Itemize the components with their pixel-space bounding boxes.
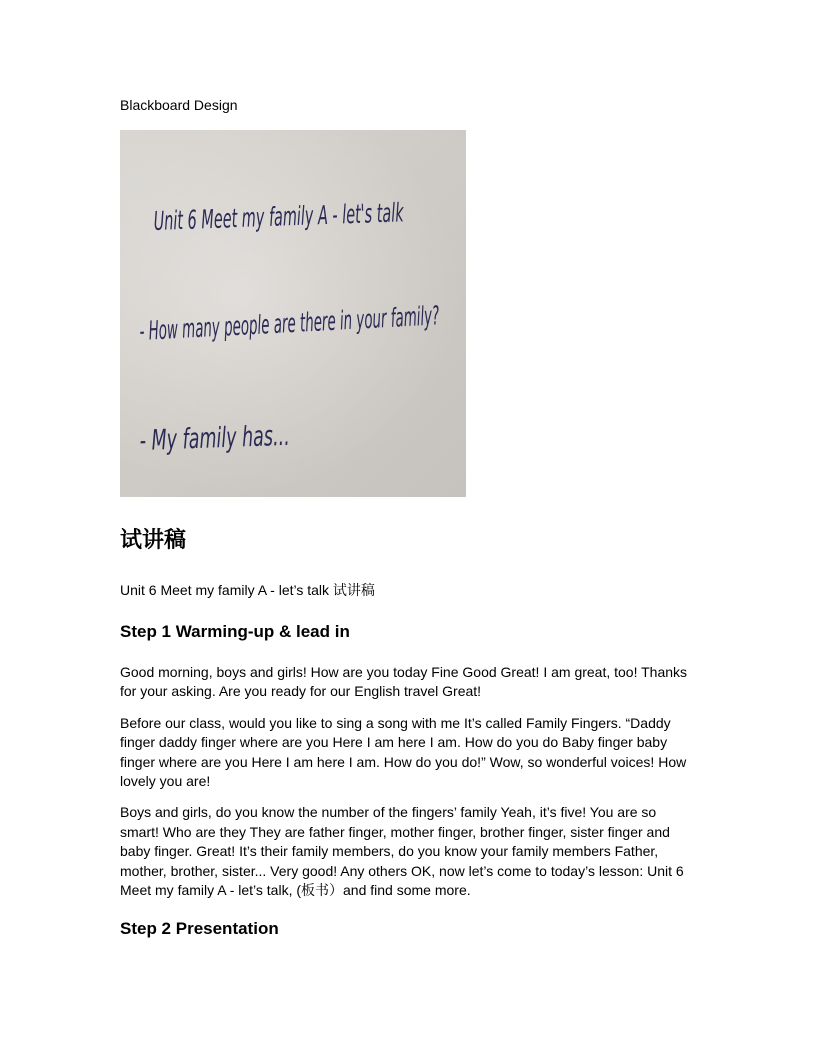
board-line-2: - How many people are there in your family? (138, 286, 722, 347)
board-line-1: Unit 6 Meet my family A - let's talk (153, 191, 605, 237)
step2-heading: Step 2 Presentation (120, 919, 279, 939)
step1-paragraph-1: Good morning, boys and girls! How are you today Fine Good Great! I am great, too! Thanks for your asking. Are you ready for our English travel Great! (120, 664, 688, 700)
page-title: 试讲稿 (120, 528, 187, 553)
step1-heading: Step 1 Warming-up & lead in (120, 622, 350, 641)
document-page (120, 96, 722, 960)
blackboard-design-label: Blackboard Design (120, 97, 238, 113)
blackboard-photo (120, 130, 722, 497)
step1-paragraph-2: Before our class, would you like to sing a song with me It’s called Family Fingers. “Daddy finger daddy finger where are you Here I am here I am. How do you do Baby finger baby finger where are you Here I am here I am. How do you do!” Wow, so wonderful voices! How lovely you are! (120, 714, 687, 790)
board-line-3: - My family has... (139, 415, 381, 457)
blackboard-handwriting (120, 130, 722, 497)
step1-paragraph-3: Boys and girls, do you know the number of the fingers’ family Yeah, it’s five! You are so smart! Who are they They are father finger, mother finger, brother finger, sister finger and baby finger. Great! It’s their family members, do you know your family members Father, mother, brother, sister... Very good! Any others OK, now let’s come to today’s lesson: Unit 6 Meet my family A - let’s talk, (板书）and find some more. (120, 804, 684, 899)
lesson-subtitle: Unit 6 Meet my family A - let’s talk 试讲稿 (120, 582, 375, 598)
